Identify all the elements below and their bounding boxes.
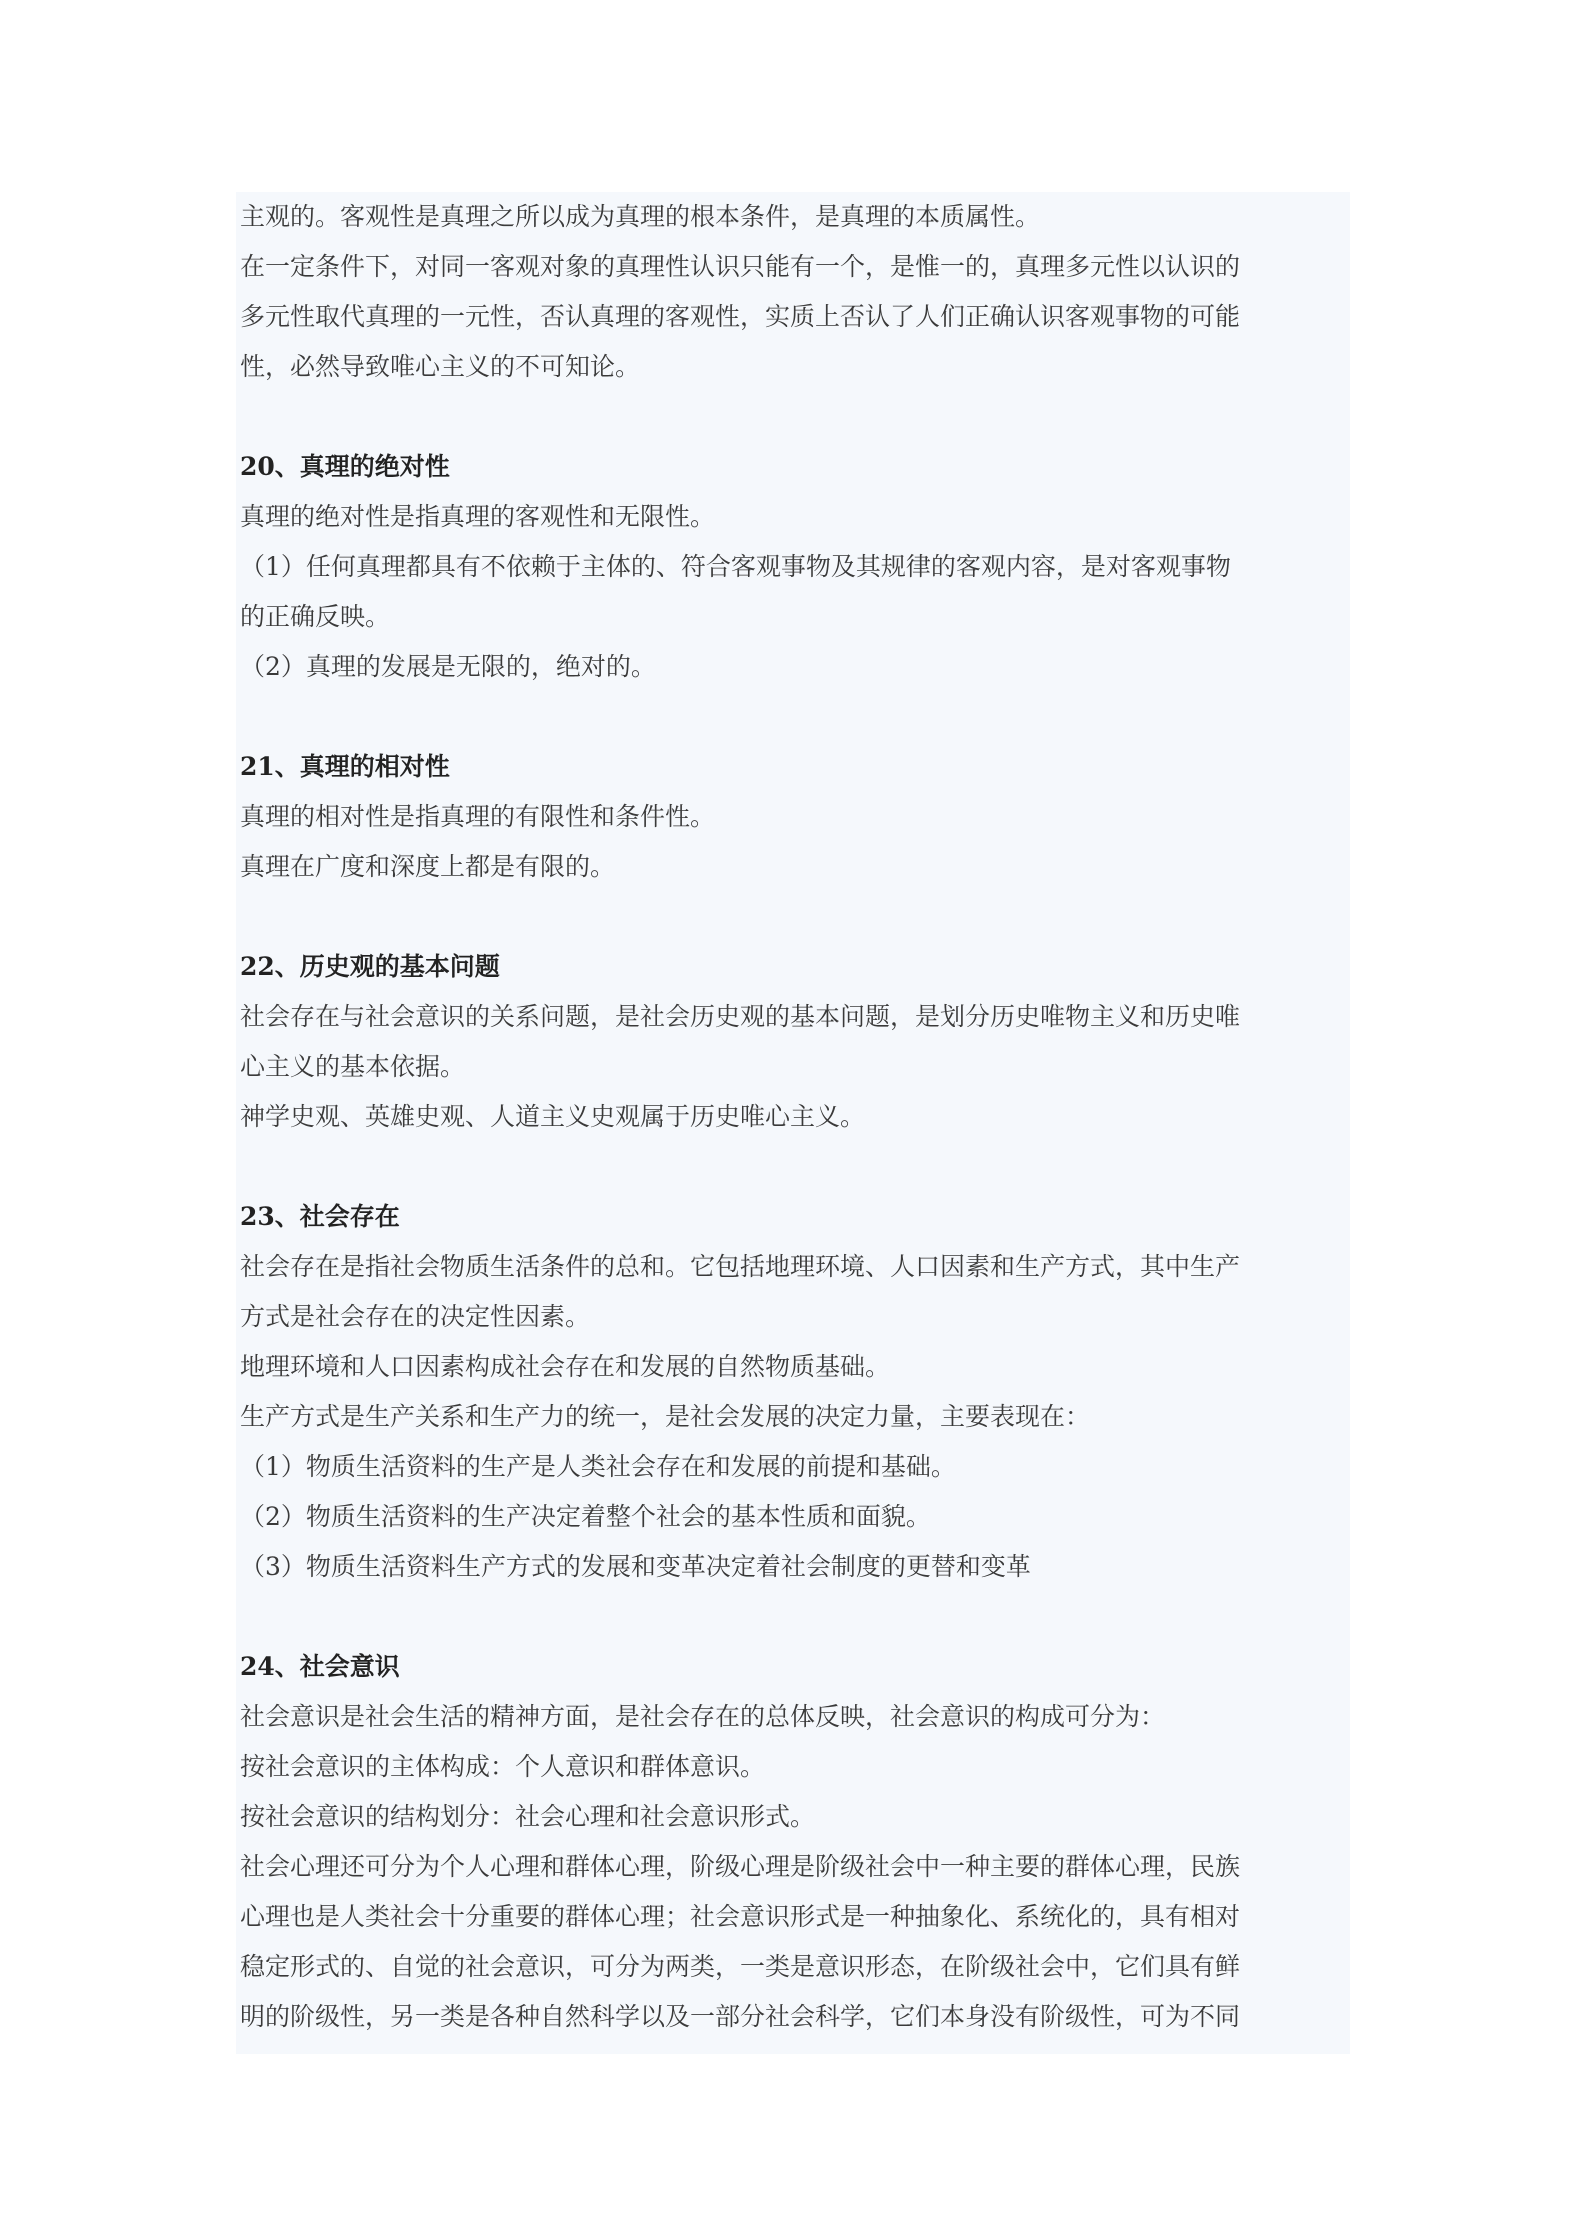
text-line: 主观的。客观性是真理之所以成为真理的根本条件，是真理的本质属性。 xyxy=(240,202,1041,231)
text-line: 真理在广度和深度上都是有限的。 xyxy=(240,852,616,881)
text-line: 生产方式是生产关系和生产力的统一，是社会发展的决定力量，主要表现在： xyxy=(240,1402,1091,1431)
document-text-body xyxy=(236,192,1350,2054)
text-line: 真理的相对性是指真理的有限性和条件性。 xyxy=(240,802,716,831)
text-line: 心理也是人类社会十分重要的群体心理；社会意识形式是一种抽象化、系统化的，具有相对 xyxy=(240,1902,1241,1931)
text-line: 多元性取代真理的一元性，否认真理的客观性，实质上否认了人们正确认识客观事物的可能 xyxy=(240,302,1241,331)
section-heading: 22、历史观的基本问题 xyxy=(240,952,500,981)
paragraph-gap xyxy=(236,892,1350,942)
text-line: （3）物质生活资料生产方式的发展和变革决定着社会制度的更替和变革 xyxy=(240,1552,1031,1581)
text-line: （2）真理的发展是无限的，绝对的。 xyxy=(240,652,656,681)
text-line: （1）物质生活资料的生产是人类社会存在和发展的前提和基础。 xyxy=(240,1452,956,1481)
section-heading: 23、社会存在 xyxy=(240,1202,400,1231)
text-line: 社会意识是社会生活的精神方面，是社会存在的总体反映，社会意识的构成可分为： xyxy=(240,1702,1166,1731)
text-line: 社会存在是指社会物质生活条件的总和。它包括地理环境、人口因素和生产方式，其中生产 xyxy=(240,1252,1241,1281)
text-line: 性，必然导致唯心主义的不可知论。 xyxy=(240,352,641,381)
text-line: 按社会意识的主体构成：个人意识和群体意识。 xyxy=(240,1752,766,1781)
text-line: 稳定形式的、自觉的社会意识，可分为两类，一类是意识形态，在阶级社会中，它们具有鲜 xyxy=(240,1952,1241,1981)
text-line: 真理的绝对性是指真理的客观性和无限性。 xyxy=(240,502,716,531)
text-line: 明的阶级性，另一类是各种自然科学以及一部分社会科学，它们本身没有阶级性，可为不同 xyxy=(240,2002,1241,2031)
paragraph-gap xyxy=(236,392,1350,442)
text-line: （1）任何真理都具有不依赖于主体的、符合客观事物及其规律的客观内容，是对客观事物 xyxy=(240,552,1231,581)
paragraph-gap xyxy=(236,1592,1350,1642)
text-line: 心主义的基本依据。 xyxy=(240,1052,466,1081)
section-heading: 21、真理的相对性 xyxy=(240,752,450,781)
text-line: 的正确反映。 xyxy=(240,602,391,631)
text-line: 在一定条件下，对同一客观对象的真理性认识只能有一个，是惟一的，真理多元性以认识的 xyxy=(240,252,1241,281)
text-line: （2）物质生活资料的生产决定着整个社会的基本性质和面貌。 xyxy=(240,1502,931,1531)
text-line: 地理环境和人口因素构成社会存在和发展的自然物质基础。 xyxy=(240,1352,891,1381)
section-heading: 20、真理的绝对性 xyxy=(240,452,450,481)
text-line: 方式是社会存在的决定性因素。 xyxy=(240,1302,591,1331)
text-line: 社会心理还可分为个人心理和群体心理，阶级心理是阶级社会中一种主要的群体心理，民族 xyxy=(240,1852,1241,1881)
paragraph-gap xyxy=(236,1142,1350,1192)
section-heading: 24、社会意识 xyxy=(240,1652,400,1681)
text-line: 社会存在与社会意识的关系问题，是社会历史观的基本问题，是划分历史唯物主义和历史唯 xyxy=(240,1002,1241,1031)
text-line: 按社会意识的结构划分：社会心理和社会意识形式。 xyxy=(240,1802,816,1831)
paragraph-gap xyxy=(236,692,1350,742)
text-line: 神学史观、英雄史观、人道主义史观属于历史唯心主义。 xyxy=(240,1102,866,1131)
